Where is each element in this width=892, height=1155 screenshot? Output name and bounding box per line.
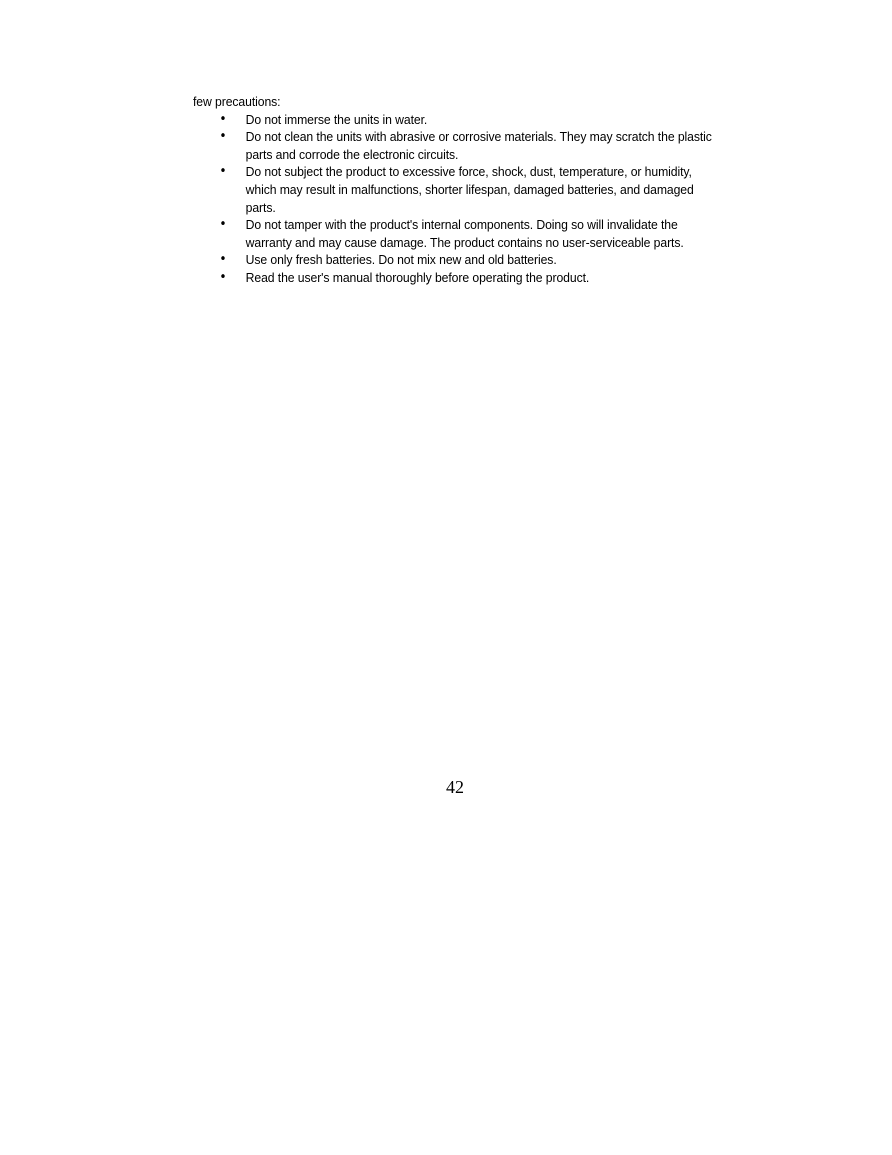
precautions-list	[193, 111, 712, 287]
list-item-text: Do not subject the product to excessive force, shock, dust, temperature, or humidity, which may result in malfunctions, shorter lifespan, damaged batteries, and damaged parts.	[245, 164, 694, 215]
list-item-text: Do not immerse the units in water.	[245, 111, 428, 127]
page-number: 42	[446, 777, 464, 797]
bullet-icon: •	[219, 217, 227, 233]
precautions-section	[193, 93, 712, 287]
list-item	[193, 163, 716, 216]
list-item-text: Use only fresh batteries. Do not mix new and old batteries.	[245, 252, 557, 268]
bullet-icon: •	[219, 129, 227, 145]
intro-text: few precautions:	[193, 94, 281, 109]
bullet-icon: •	[219, 111, 227, 127]
list-item-text: Do not clean the units with abrasive or corrosive materials. They may scratch the plastic parts and corrode the electronic circuits.	[245, 129, 712, 162]
list-item	[193, 251, 716, 269]
list-item	[193, 128, 716, 163]
bullet-icon: •	[219, 269, 227, 285]
bullet-icon: •	[219, 164, 227, 180]
list-item	[193, 269, 716, 287]
list-item-text: Read the user's manual thoroughly before operating the product.	[245, 269, 590, 285]
bullet-icon: •	[219, 252, 227, 268]
list-item-text: Do not tamper with the product's internal components. Doing so will invalidate the warranty and may cause damage. The product contains no user-serviceable parts.	[245, 217, 684, 250]
list-item	[193, 111, 716, 129]
list-item	[193, 216, 716, 251]
